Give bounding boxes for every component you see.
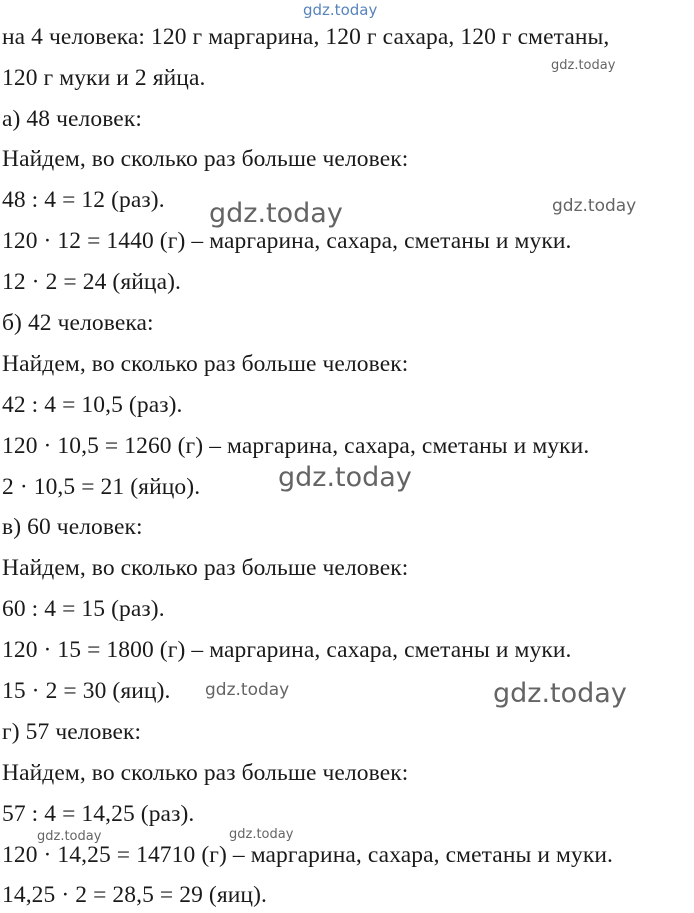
text-line-2: 120 г муки и 2 яйца. — [2, 65, 206, 91]
formula-line-10: 42 : 4 = 10,5 (раз). — [2, 392, 183, 418]
formula-line-11: 120 · 10,5 = 1260 (г) – маргарина, сахара, сметаны и муки. — [2, 433, 590, 459]
watermark: gdz.today — [37, 829, 102, 844]
watermark: gdz.today — [551, 58, 616, 73]
watermark: gdz.today — [493, 678, 627, 709]
watermark: gdz.today — [209, 198, 343, 229]
text-line-4: Найдем, во сколько раз больше человек: — [2, 146, 409, 172]
formula-line-17: 15 · 2 = 30 (яиц). — [2, 678, 171, 704]
section-heading-a: а) 48 человек: — [2, 106, 142, 132]
watermark: gdz.today — [552, 196, 637, 216]
watermark: gdz.today — [303, 1, 378, 19]
text-line-1: на 4 человека: 120 г маргарина, 120 г сахара, 120 г сметаны, — [2, 24, 610, 50]
watermark: gdz.today — [229, 827, 294, 842]
formula-line-12: 2 · 10,5 = 21 (яйцо). — [2, 474, 201, 500]
formula-line-7: 12 · 2 = 24 (яйца). — [2, 269, 182, 295]
section-heading-b: б) 42 человека: — [2, 310, 154, 336]
formula-line-6: 120 · 12 = 1440 (г) – маргарина, сахара, сметаны и муки. — [2, 228, 572, 254]
formula-line-5: 48 : 4 = 12 (раз). — [2, 187, 165, 213]
formula-line-21: 120 · 14,25 = 14710 (г) – маргарина, сахара, сметаны и муки. — [2, 842, 614, 868]
formula-line-22: 14,25 · 2 = 28,5 = 29 (яиц). — [2, 882, 267, 908]
formula-line-20: 57 : 4 = 14,25 (раз). — [2, 801, 195, 827]
formula-line-16: 120 · 15 = 1800 (г) – маргарина, сахара, сметаны и муки. — [2, 637, 572, 663]
section-heading-d: г) 57 человек: — [2, 719, 142, 745]
watermark: gdz.today — [278, 462, 412, 493]
section-heading-c: в) 60 человек: — [2, 514, 143, 540]
text-line-9: Найдем, во сколько раз больше человек: — [2, 351, 409, 377]
text-line-19: Найдем, во сколько раз больше человек: — [2, 760, 409, 786]
text-line-14: Найдем, во сколько раз больше человек: — [2, 555, 409, 581]
watermark: gdz.today — [205, 680, 290, 700]
formula-line-15: 60 : 4 = 15 (раз). — [2, 596, 165, 622]
